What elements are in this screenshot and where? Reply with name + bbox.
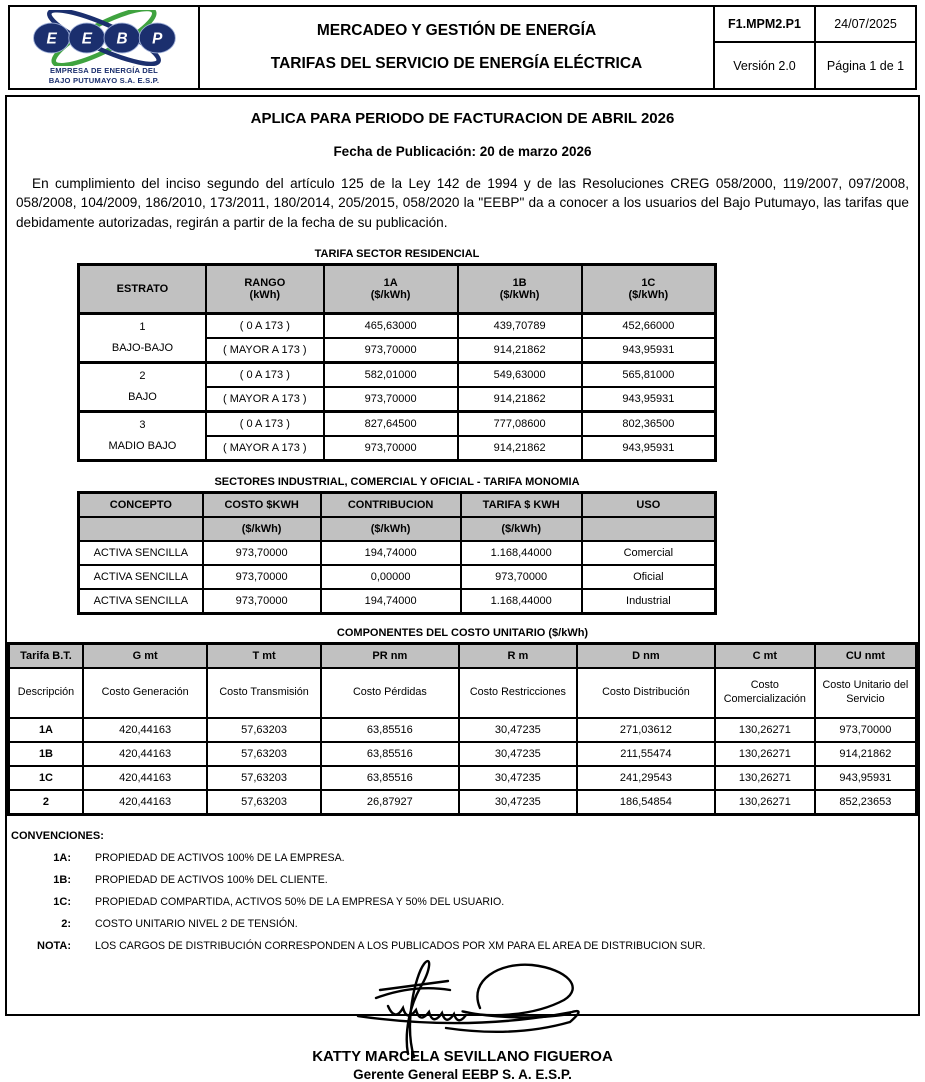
components-section [7, 627, 918, 816]
table-cell: 777,08600 [458, 411, 582, 436]
components-table [7, 642, 918, 816]
column-description: Costo Pérdidas [321, 668, 459, 718]
table-cell: 914,21862 [458, 436, 582, 461]
sectors-table [77, 491, 717, 615]
table-cell: 420,44163 [83, 718, 207, 742]
table-cell: 186,54854 [577, 790, 715, 815]
sectors-section [77, 476, 717, 615]
table-row [79, 517, 716, 541]
table-cell: ACTIVA SENCILLA [79, 589, 203, 614]
table-cell: Industrial [582, 589, 716, 614]
document-code: F1.MPM2.P1 [715, 7, 816, 43]
sectors-table-head [79, 492, 716, 541]
table-cell: 30,47235 [459, 718, 577, 742]
convention-text: PROPIEDAD DE ACTIVOS 100% DEL CLIENTE. [95, 873, 328, 886]
convention-item [11, 874, 914, 886]
table-cell: 57,63203 [207, 790, 321, 815]
header-title-cell [200, 7, 715, 88]
table-cell: ( MAYOR A 173 ) [206, 387, 324, 412]
column-description: Descripción [9, 668, 83, 718]
estrato-name: BAJO-BAJO [111, 341, 173, 354]
column-header-line1: 1B [512, 276, 527, 289]
column-header [324, 264, 458, 313]
column-header: CONCEPTO [79, 492, 203, 517]
table-cell: 420,44163 [83, 766, 207, 790]
table-cell: 943,95931 [582, 387, 716, 412]
table-cell: ACTIVA SENCILLA [79, 541, 203, 565]
table-cell: 973,70000 [203, 541, 321, 565]
table-cell: 57,63203 [207, 742, 321, 766]
column-header: G mt [83, 643, 207, 668]
convention-key: 1A: [53, 851, 71, 864]
signature-image [318, 954, 608, 1062]
convention-text: PROPIEDAD DE ACTIVOS 100% DE LA EMPRESA. [95, 851, 345, 864]
table-row [79, 411, 716, 436]
column-header [79, 264, 206, 313]
conventions-list [11, 852, 914, 952]
column-subheader: ($/kWh) [203, 517, 321, 541]
table-cell: 63,85516 [321, 718, 459, 742]
table-cell: 30,47235 [459, 742, 577, 766]
table-cell: 1.168,44000 [461, 541, 582, 565]
table-cell: 63,85516 [321, 742, 459, 766]
convention-key: 1C: [53, 895, 71, 908]
table-cell: 130,26271 [715, 742, 815, 766]
table-cell: 565,81000 [582, 362, 716, 387]
column-header: USO [582, 492, 716, 517]
table-cell: 943,95931 [582, 436, 716, 461]
column-description: Costo Distribución [577, 668, 715, 718]
table-cell: 973,70000 [324, 387, 458, 412]
sectors-table-title: SECTORES INDUSTRIAL, COMERCIAL Y OFICIAL - TARIFA MONOMIA [214, 475, 580, 488]
table-cell: 30,47235 [459, 790, 577, 815]
column-subheader: ($/kWh) [321, 517, 461, 541]
conventions-title: CONVENCIONES: [11, 829, 104, 842]
column-header: TARIFA $ KWH [461, 492, 582, 517]
column-description: Costo Comercialización [715, 668, 815, 718]
svg-text:B: B [116, 30, 128, 48]
estrato-number: 2 [139, 369, 146, 382]
convention-text: COSTO UNITARIO NIVEL 2 DE TENSIÓN. [95, 917, 298, 930]
document-body [5, 95, 920, 1082]
table-cell: 26,87927 [321, 790, 459, 815]
company-name: EMPRESA DE ENERGÍA DEL BAJO PUTUMAYO S.A. E.S.P. [48, 66, 160, 85]
column-header-line1: RANGO [244, 276, 286, 289]
table-cell: 827,64500 [324, 411, 458, 436]
table-cell: 1A [9, 718, 83, 742]
header-title-1: MERCADEO Y GESTIÓN DE ENERGÍA [316, 22, 597, 39]
column-subheader [79, 517, 203, 541]
table-row [9, 790, 917, 815]
column-subheader [582, 517, 716, 541]
table-cell: 439,70789 [458, 313, 582, 338]
convention-item [11, 918, 914, 930]
publication-date: Fecha de Publicación: 20 de marzo 2026 [333, 144, 592, 159]
column-header-line2: ($/kWh) [628, 288, 669, 301]
table-cell: 914,21862 [458, 387, 582, 412]
table-cell: 852,23653 [815, 790, 917, 815]
table-cell: 2 [9, 790, 83, 815]
column-header: COSTO $KWH [203, 492, 321, 517]
table-cell: ACTIVA SENCILLA [79, 565, 203, 589]
table-row [79, 565, 716, 589]
table-row [79, 589, 716, 614]
column-header-line2: ($/kWh) [499, 288, 540, 301]
column-header: PR nm [321, 643, 459, 668]
table-cell: 943,95931 [582, 338, 716, 363]
document-header [8, 5, 917, 90]
table-cell: 943,95931 [815, 766, 917, 790]
column-description: Costo Generación [83, 668, 207, 718]
table-cell: 973,70000 [461, 565, 582, 589]
table-cell: 465,63000 [324, 313, 458, 338]
table-cell: 194,74000 [321, 541, 461, 565]
logo-cell [10, 7, 200, 88]
column-description: Costo Restricciones [459, 668, 577, 718]
components-table-title: COMPONENTES DEL COSTO UNITARIO ($/kWh) [336, 626, 589, 639]
table-cell: 0,00000 [321, 565, 461, 589]
residential-section [77, 248, 717, 462]
eebp-logo-icon [25, 10, 183, 66]
document-page: Página 1 de 1 [826, 58, 905, 73]
column-subheader: ($/kWh) [461, 517, 582, 541]
column-header-line2: (kWh) [249, 288, 281, 301]
convention-text: LOS CARGOS DE DISTRIBUCIÓN CORRESPONDEN A LOS PUBLICADOS POR XM PARA EL AREA DE DISTRIBUCION SUR. [95, 939, 706, 952]
table-cell: 973,70000 [815, 718, 917, 742]
table-row [79, 264, 716, 313]
estrato-number: 3 [139, 418, 146, 431]
table-row [79, 313, 716, 338]
estrato-number: 1 [139, 320, 146, 333]
column-header: C mt [715, 643, 815, 668]
logo-circles [34, 23, 176, 53]
column-header [582, 264, 716, 313]
column-header [206, 264, 324, 313]
column-header-line1: 1C [641, 276, 656, 289]
main-title: APLICA PARA PERIODO DE FACTURACION DE ABRIL 2026 [250, 110, 675, 127]
table-row [9, 742, 917, 766]
column-header-line1: ESTRATO [116, 282, 169, 295]
table-cell: 130,26271 [715, 790, 815, 815]
residential-table-body [79, 313, 716, 460]
svg-text:E: E [46, 30, 57, 48]
table-cell: 582,01000 [324, 362, 458, 387]
signatory-name: KATTY MARCELA SEVILLANO FIGUEROA [312, 1047, 613, 1065]
column-header: CU nmt [815, 643, 917, 668]
column-header [458, 264, 582, 313]
table-cell: ( MAYOR A 173 ) [206, 338, 324, 363]
column-header: R m [459, 643, 577, 668]
table-cell: 452,66000 [582, 313, 716, 338]
estrato-name: BAJO [128, 390, 157, 403]
table-cell: 420,44163 [83, 742, 207, 766]
table-cell: 420,44163 [83, 790, 207, 815]
header-title-2: TARIFAS DEL SERVICIO DE ENERGÍA ELÉCTRICA [270, 55, 643, 72]
table-cell: 63,85516 [321, 766, 459, 790]
table-row [79, 492, 716, 517]
table-row [9, 718, 917, 742]
table-cell: ( 0 A 173 ) [206, 411, 324, 436]
table-cell: Comercial [582, 541, 716, 565]
table-cell: 549,63000 [458, 362, 582, 387]
table-cell: 211,55474 [577, 742, 715, 766]
column-header-line1: 1A [383, 276, 398, 289]
residential-table-title: TARIFA SECTOR RESIDENCIAL [314, 247, 480, 260]
estrato-cell [79, 411, 206, 460]
table-cell: 914,21862 [458, 338, 582, 363]
residential-table [77, 263, 717, 462]
column-description: Costo Transmisión [207, 668, 321, 718]
table-cell: 1B [9, 742, 83, 766]
column-header-line2: ($/kWh) [370, 288, 411, 301]
svg-text:P: P [152, 30, 163, 48]
convention-item [11, 896, 914, 908]
column-header: D nm [577, 643, 715, 668]
table-cell: 973,70000 [203, 589, 321, 614]
table-cell: ( MAYOR A 173 ) [206, 436, 324, 461]
table-cell: ( 0 A 173 ) [206, 362, 324, 387]
estrato-cell [79, 313, 206, 362]
table-cell: 57,63203 [207, 718, 321, 742]
convention-key: 2: [61, 917, 71, 930]
table-cell: 914,21862 [815, 742, 917, 766]
table-cell: 973,70000 [203, 565, 321, 589]
residential-table-head [79, 264, 716, 313]
table-row [9, 643, 917, 668]
column-header: T mt [207, 643, 321, 668]
estrato-cell [79, 362, 206, 411]
convention-item [11, 940, 914, 952]
table-cell: 1C [9, 766, 83, 790]
convention-text: PROPIEDAD COMPARTIDA, ACTIVOS 50% DE LA EMPRESA Y 50% DEL USUARIO. [95, 895, 505, 908]
table-cell: 1.168,44000 [461, 589, 582, 614]
document-date: 24/07/2025 [816, 7, 915, 43]
document-version: Versión 2.0 [715, 43, 816, 88]
table-cell: 130,26271 [715, 766, 815, 790]
table-cell: 802,36500 [582, 411, 716, 436]
estrato-name: MADIO BAJO [108, 439, 177, 452]
table-cell: 30,47235 [459, 766, 577, 790]
intro-paragraph: En cumplimiento del inciso segundo del artículo 125 de la Ley 142 de 1994 y de las Resoluciones CREG 058/2000, 119/2007, 097/2008, 058/2008, 104/2009, 186/2010, 173/2011, 180/2014, 205/2015, 058/2020 la "EEBP" da a conocer a los usuarios del Bajo Putumayo, las tarifas que debidamente autorizadas, regirán a partir de la fecha de su publicación. [16, 176, 909, 230]
column-description: Costo Unitario del Servicio [815, 668, 917, 718]
table-cell: 973,70000 [324, 338, 458, 363]
convention-key: NOTA: [37, 939, 72, 952]
table-cell: 973,70000 [324, 436, 458, 461]
components-table-body [9, 718, 917, 815]
table-cell: 57,63203 [207, 766, 321, 790]
table-cell: Oficial [582, 565, 716, 589]
column-header: CONTRIBUCION [321, 492, 461, 517]
table-row [9, 766, 917, 790]
convention-key: 1B: [53, 873, 71, 886]
table-row [79, 362, 716, 387]
signature-block [7, 954, 918, 1082]
table-cell: 194,74000 [321, 589, 461, 614]
table-row [79, 541, 716, 565]
table-row [9, 668, 917, 718]
table-cell: 130,26271 [715, 718, 815, 742]
table-cell: 241,29543 [577, 766, 715, 790]
svg-text:E: E [81, 30, 92, 48]
table-cell: 271,03612 [577, 718, 715, 742]
components-table-head [9, 643, 917, 718]
table-cell: ( 0 A 173 ) [206, 313, 324, 338]
convention-item [11, 852, 914, 864]
signatory-title: Gerente General EEBP S. A. E.S.P. [353, 1066, 572, 1082]
column-header: Tarifa B.T. [9, 643, 83, 668]
conventions-section [11, 830, 914, 952]
sectors-table-body [79, 541, 716, 614]
